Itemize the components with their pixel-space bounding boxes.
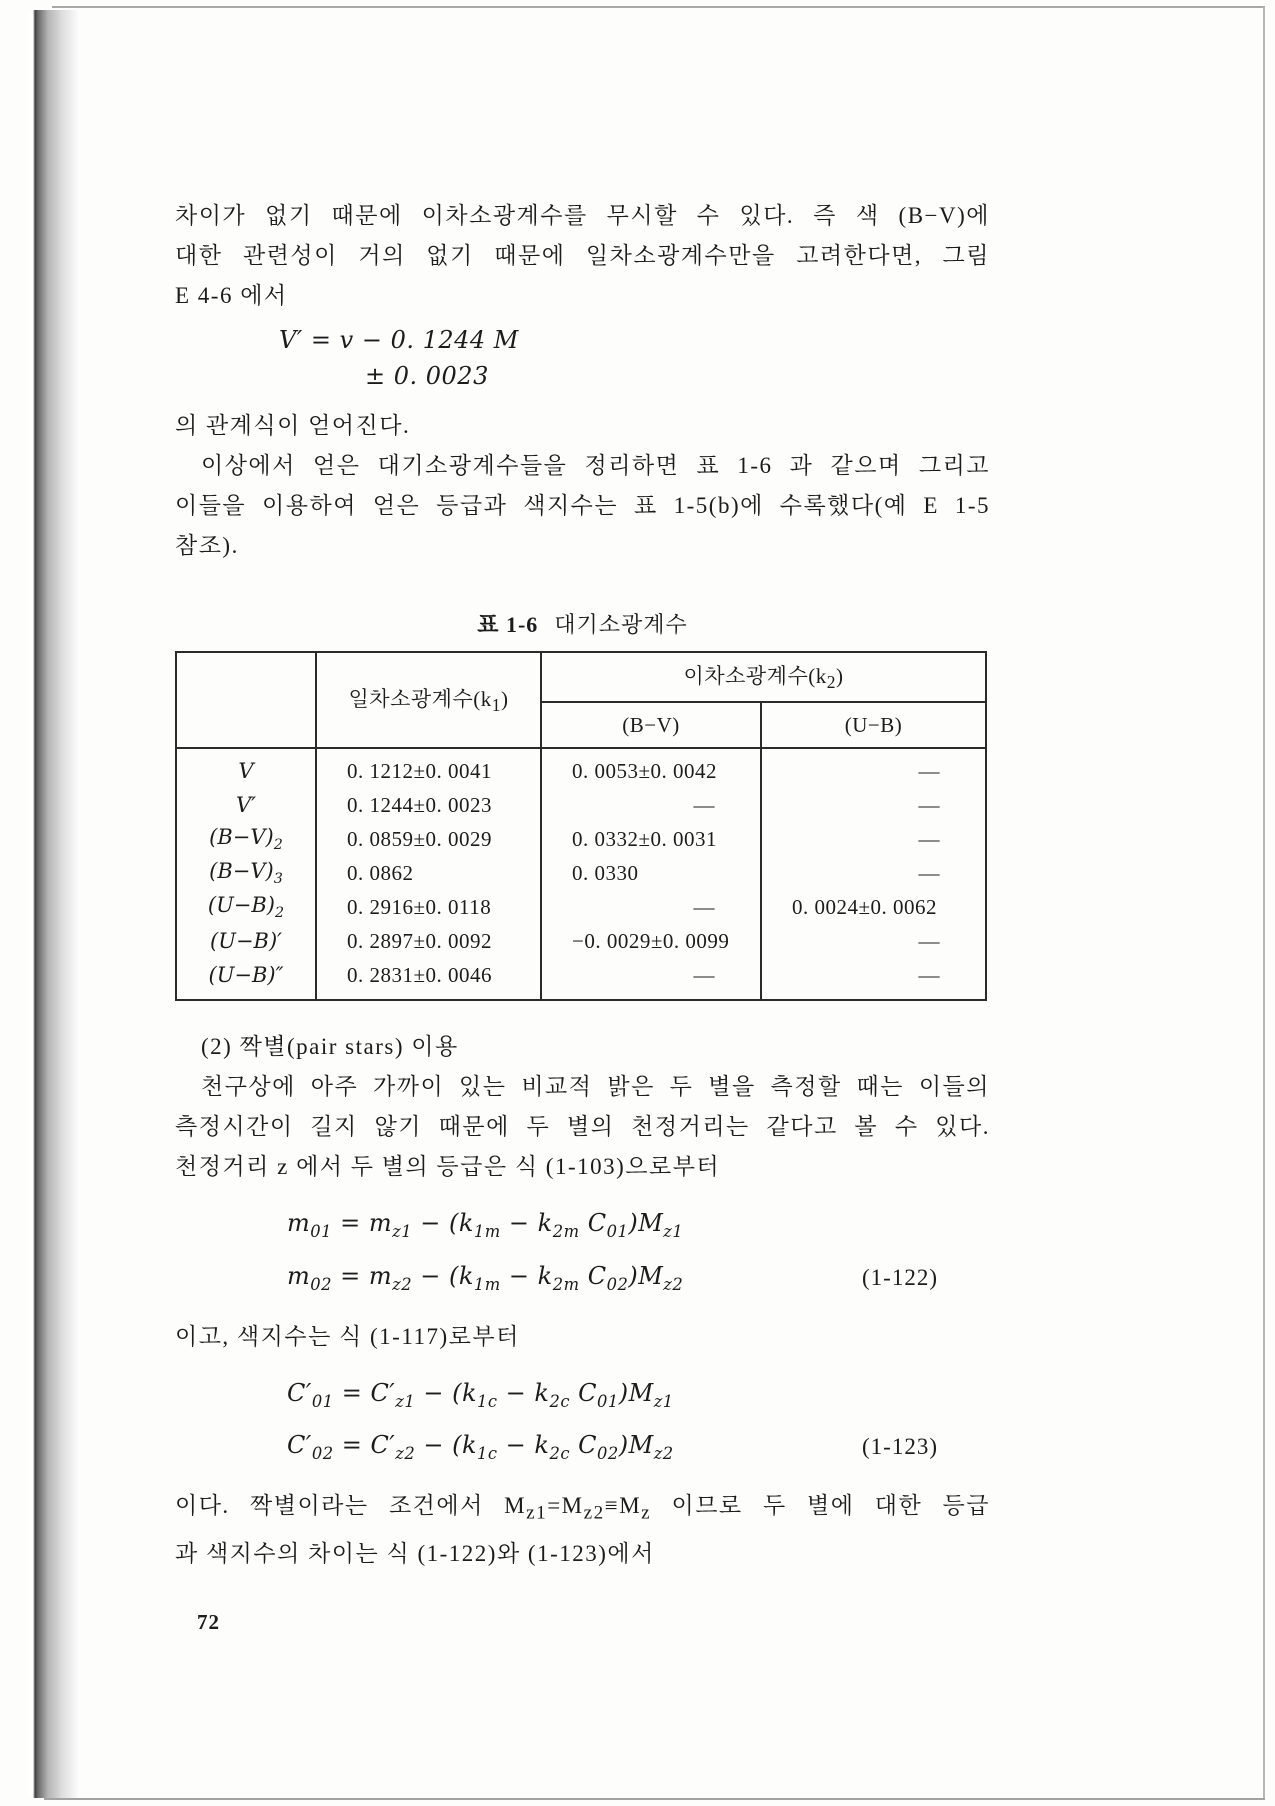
table-caption-label: 표 1-6 [477, 612, 539, 637]
row-label-cell: $(B-V)_2$ [209, 824, 283, 854]
table-header-k1: 일차소광계수$(k_1)$ [316, 652, 541, 748]
equation-line: $C'_{02} = C'_{z2} - (k_{1c} - k_{2c}$ $C_{02})M_{z2}$ [287, 1431, 674, 1464]
page-right-edge [1263, 7, 1265, 1799]
equation-1-123 [287, 1371, 990, 1477]
table-row [176, 822, 986, 856]
k1-value-cell: 0. 0862 [316, 856, 541, 890]
bv-value-cell: — [541, 958, 761, 1000]
body-text-line: 과 색지수의 차이는 식 (1-122)와 (1-123)에서 [175, 1540, 655, 1566]
body-text-line: 차이가 없기 때문에 이차소광계수를 무시할 수 있다. 즉 색 (B−V)에 [175, 203, 990, 228]
row-label-cell: $(U-B)_2$ [207, 892, 285, 922]
body-text-line: 대한 관련성이 거의 없기 때문에 일차소광계수만을 고려한다면, 그림 [175, 243, 990, 268]
extinction-coefficients-table [175, 651, 987, 1001]
body-text-line: E 4-6 에서 [175, 283, 288, 308]
table-subheader-bv: (B−V) [541, 702, 761, 748]
k1-value-cell: 0. 2916±0. 0118 [316, 890, 541, 924]
k1-value-cell: 0. 2831±0. 0046 [316, 958, 541, 1000]
row-label-cell: V [238, 759, 254, 783]
formula-uncertainty: ± 0. 0023 [365, 362, 489, 390]
table-header-k2: 이차소광계수$(k_2)$ [541, 652, 986, 702]
equation-number: (1-123) [862, 1434, 938, 1460]
formula-line: V′ = v − 0. 1244 M [279, 326, 519, 354]
bv-value-cell: 0. 0332±0. 0031 [541, 822, 761, 856]
body-text-line: 이들을 이용하여 얻은 등급과 색지수는 표 1-5(b)에 수록했다(예 E 1-5 [175, 493, 990, 518]
k1-value-cell: 0. 1244±0. 0023 [316, 788, 541, 822]
section-heading: (2) 짝별(pair stars) 이용 [201, 1034, 459, 1059]
table-row [176, 890, 986, 924]
page-left-edge [28, 10, 80, 1798]
equation-line: $C'_{01} = C'_{z1} - (k_{1c} - k_{2c}$ $C_{01})M_{z1}$ [287, 1378, 674, 1411]
page-bottom-edge [44, 1798, 1265, 1800]
equation-number: (1-122) [862, 1264, 938, 1290]
table-row [176, 788, 986, 822]
table-row [176, 958, 986, 1000]
ub-value-cell: — [761, 788, 986, 822]
page-top-edge [52, 6, 1265, 8]
k1-value-cell: 0. 1212±0. 0041 [316, 748, 541, 788]
k1-value-cell: 0. 0859±0. 0029 [316, 822, 541, 856]
body-text-line: 이고, 색지수는 식 (1-117)로부터 [175, 1323, 520, 1349]
bv-value-cell: — [541, 890, 761, 924]
table-caption [175, 608, 990, 639]
body-text-line: 이상에서 얻은 대기소광계수들을 정리하면 표 1-6 과 같으며 그리고 [201, 453, 990, 478]
ub-value-cell: — [761, 748, 986, 788]
bv-value-cell: 0. 0330 [541, 856, 761, 890]
page-number: 72 [197, 1609, 220, 1634]
body-text-line: 천구상에 아주 가까이 있는 비교적 밝은 두 별을 측정할 때는 이들의 [201, 1074, 990, 1099]
row-label-cell: V′ [236, 793, 256, 817]
bv-value-cell: 0. 0053±0. 0042 [541, 748, 761, 788]
formula-vprime [279, 322, 990, 394]
body-text-line: 이다. 짝별이라는 조건에서 $M_{z1}=M_{z2}\equiv M_z$ 이므로 두 별에 대한 등급 [175, 1493, 990, 1524]
ub-value-cell: 0. 0024±0. 0062 [761, 890, 986, 924]
equation-1-122 [287, 1201, 990, 1307]
ub-value-cell: — [761, 958, 986, 1000]
ub-value-cell: — [761, 924, 986, 958]
row-label-cell: (U−B)′ [210, 929, 282, 953]
k1-value-cell: 0. 2897±0. 0092 [316, 924, 541, 958]
row-label-cell: (U−B)″ [208, 963, 284, 987]
table-row [176, 856, 986, 890]
equation-line: $m_{01} = m_{z1} - (k_{1m} - k_{2m}$ $C_{01})M_{z1}$ [287, 1209, 684, 1241]
ub-value-cell: — [761, 856, 986, 890]
bv-value-cell: — [541, 788, 761, 822]
ub-value-cell: — [761, 822, 986, 856]
row-label-cell: $(B-V)_3$ [209, 858, 283, 888]
body-text-line: 측정시간이 길지 않기 때문에 두 별의 천정거리는 같다고 볼 수 있다. [175, 1114, 990, 1139]
body-text-line: 참조). [175, 533, 239, 558]
table-row [176, 924, 986, 958]
table-caption-title: 대기소광계수 [554, 612, 688, 637]
body-text-line: 천정거리 z 에서 두 별의 등급은 식 (1-103)으로부터 [175, 1154, 721, 1179]
table-corner-cell [176, 652, 316, 748]
bv-value-cell: −0. 0029±0. 0099 [541, 924, 761, 958]
table-row [176, 748, 986, 788]
page-content [175, 196, 990, 1635]
table-subheader-ub: (U−B) [761, 702, 986, 748]
equation-line: $m_{02} = m_{z2} - (k_{1m} - k_{2m}$ $C_{02})M_{z2}$ [287, 1261, 684, 1294]
body-text-line: 의 관계식이 얻어진다. [175, 413, 411, 438]
